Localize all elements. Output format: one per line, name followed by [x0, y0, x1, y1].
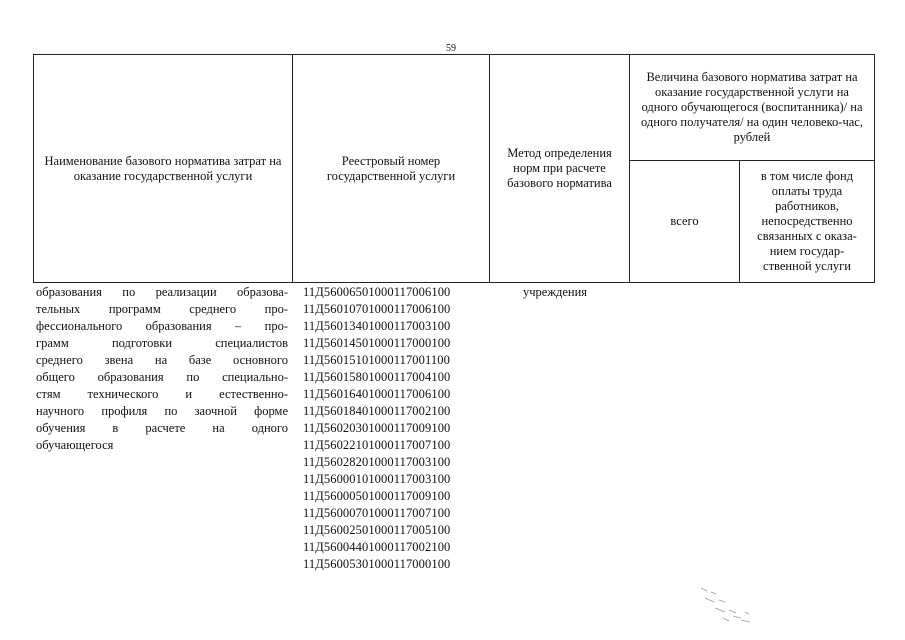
- name-line: стям технического и естественно-: [36, 387, 288, 401]
- page-number: 59: [446, 43, 456, 54]
- method-cell: учреждения: [523, 285, 588, 299]
- name-line: общего образования по специально-: [36, 370, 288, 384]
- norm-table-header: [33, 54, 875, 283]
- registry-code: 11Д56005301000117000100: [303, 557, 451, 571]
- registry-code: 11Д56016401000117006100: [303, 387, 451, 401]
- name-line: образования по реализации образова-: [36, 285, 288, 299]
- header-including-payroll-column: в том числе фонд оплаты труда работников, непосредственно связанных с оказа-нием государ-ственной услуги: [740, 161, 875, 283]
- name-line: обучающегося: [36, 438, 114, 452]
- registry-code: 11Д56006501000117006100: [303, 285, 451, 299]
- registry-code: 11Д56018401000117002100: [303, 404, 451, 418]
- name-line: тельных программ среднего про-: [36, 302, 288, 316]
- registry-code: 11Д56014501000117000100: [303, 336, 451, 350]
- registry-code: 11Д56002501000117005100: [303, 523, 451, 537]
- name-line: грамм подготовки специалистов: [36, 336, 288, 350]
- name-line: обучения в расчете на одного: [36, 421, 288, 435]
- scan-noise-mark: [693, 582, 763, 628]
- name-line: научного профиля по заочной форме: [36, 404, 288, 418]
- registry-code: 11Д56010701000117006100: [303, 302, 451, 316]
- registry-code: 11Д56022101000117007100: [303, 438, 451, 452]
- registry-code: 11Д56015101000117001100: [303, 353, 450, 367]
- registry-code: 11Д56000501000117009100: [303, 489, 451, 503]
- service-name-cell: [36, 284, 288, 454]
- registry-code: 11Д56028201000117003100: [303, 455, 451, 469]
- registry-code: 11Д56000101000117003100: [303, 472, 451, 486]
- name-line: фессионального образования – про-: [36, 319, 288, 333]
- registry-code: 11Д56013401000117003100: [303, 319, 451, 333]
- registry-code: 11Д56020301000117009100: [303, 421, 451, 435]
- registry-codes-cell: [303, 284, 450, 573]
- header-registry-column: Реестровый номер государственной услуги: [293, 55, 490, 283]
- header-method-column: Метод определения норм при расчете базового норматива: [490, 55, 630, 283]
- name-line: среднего звена на базе основного: [36, 353, 288, 367]
- registry-code: 11Д56004401000117002100: [303, 540, 451, 554]
- registry-code: 11Д56000701000117007100: [303, 506, 451, 520]
- header-value-group: Величина базового норматива затрат на оказание государственной услуги на одного обучающегося (воспитанника)/ на одного получателя/ на один человеко-час, рублей: [630, 55, 875, 161]
- header-total-column: всего: [630, 161, 740, 283]
- header-name-column: Наименование базового норматива затрат на оказание государственной услуги: [34, 55, 293, 283]
- registry-code: 11Д56015801000117004100: [303, 370, 451, 384]
